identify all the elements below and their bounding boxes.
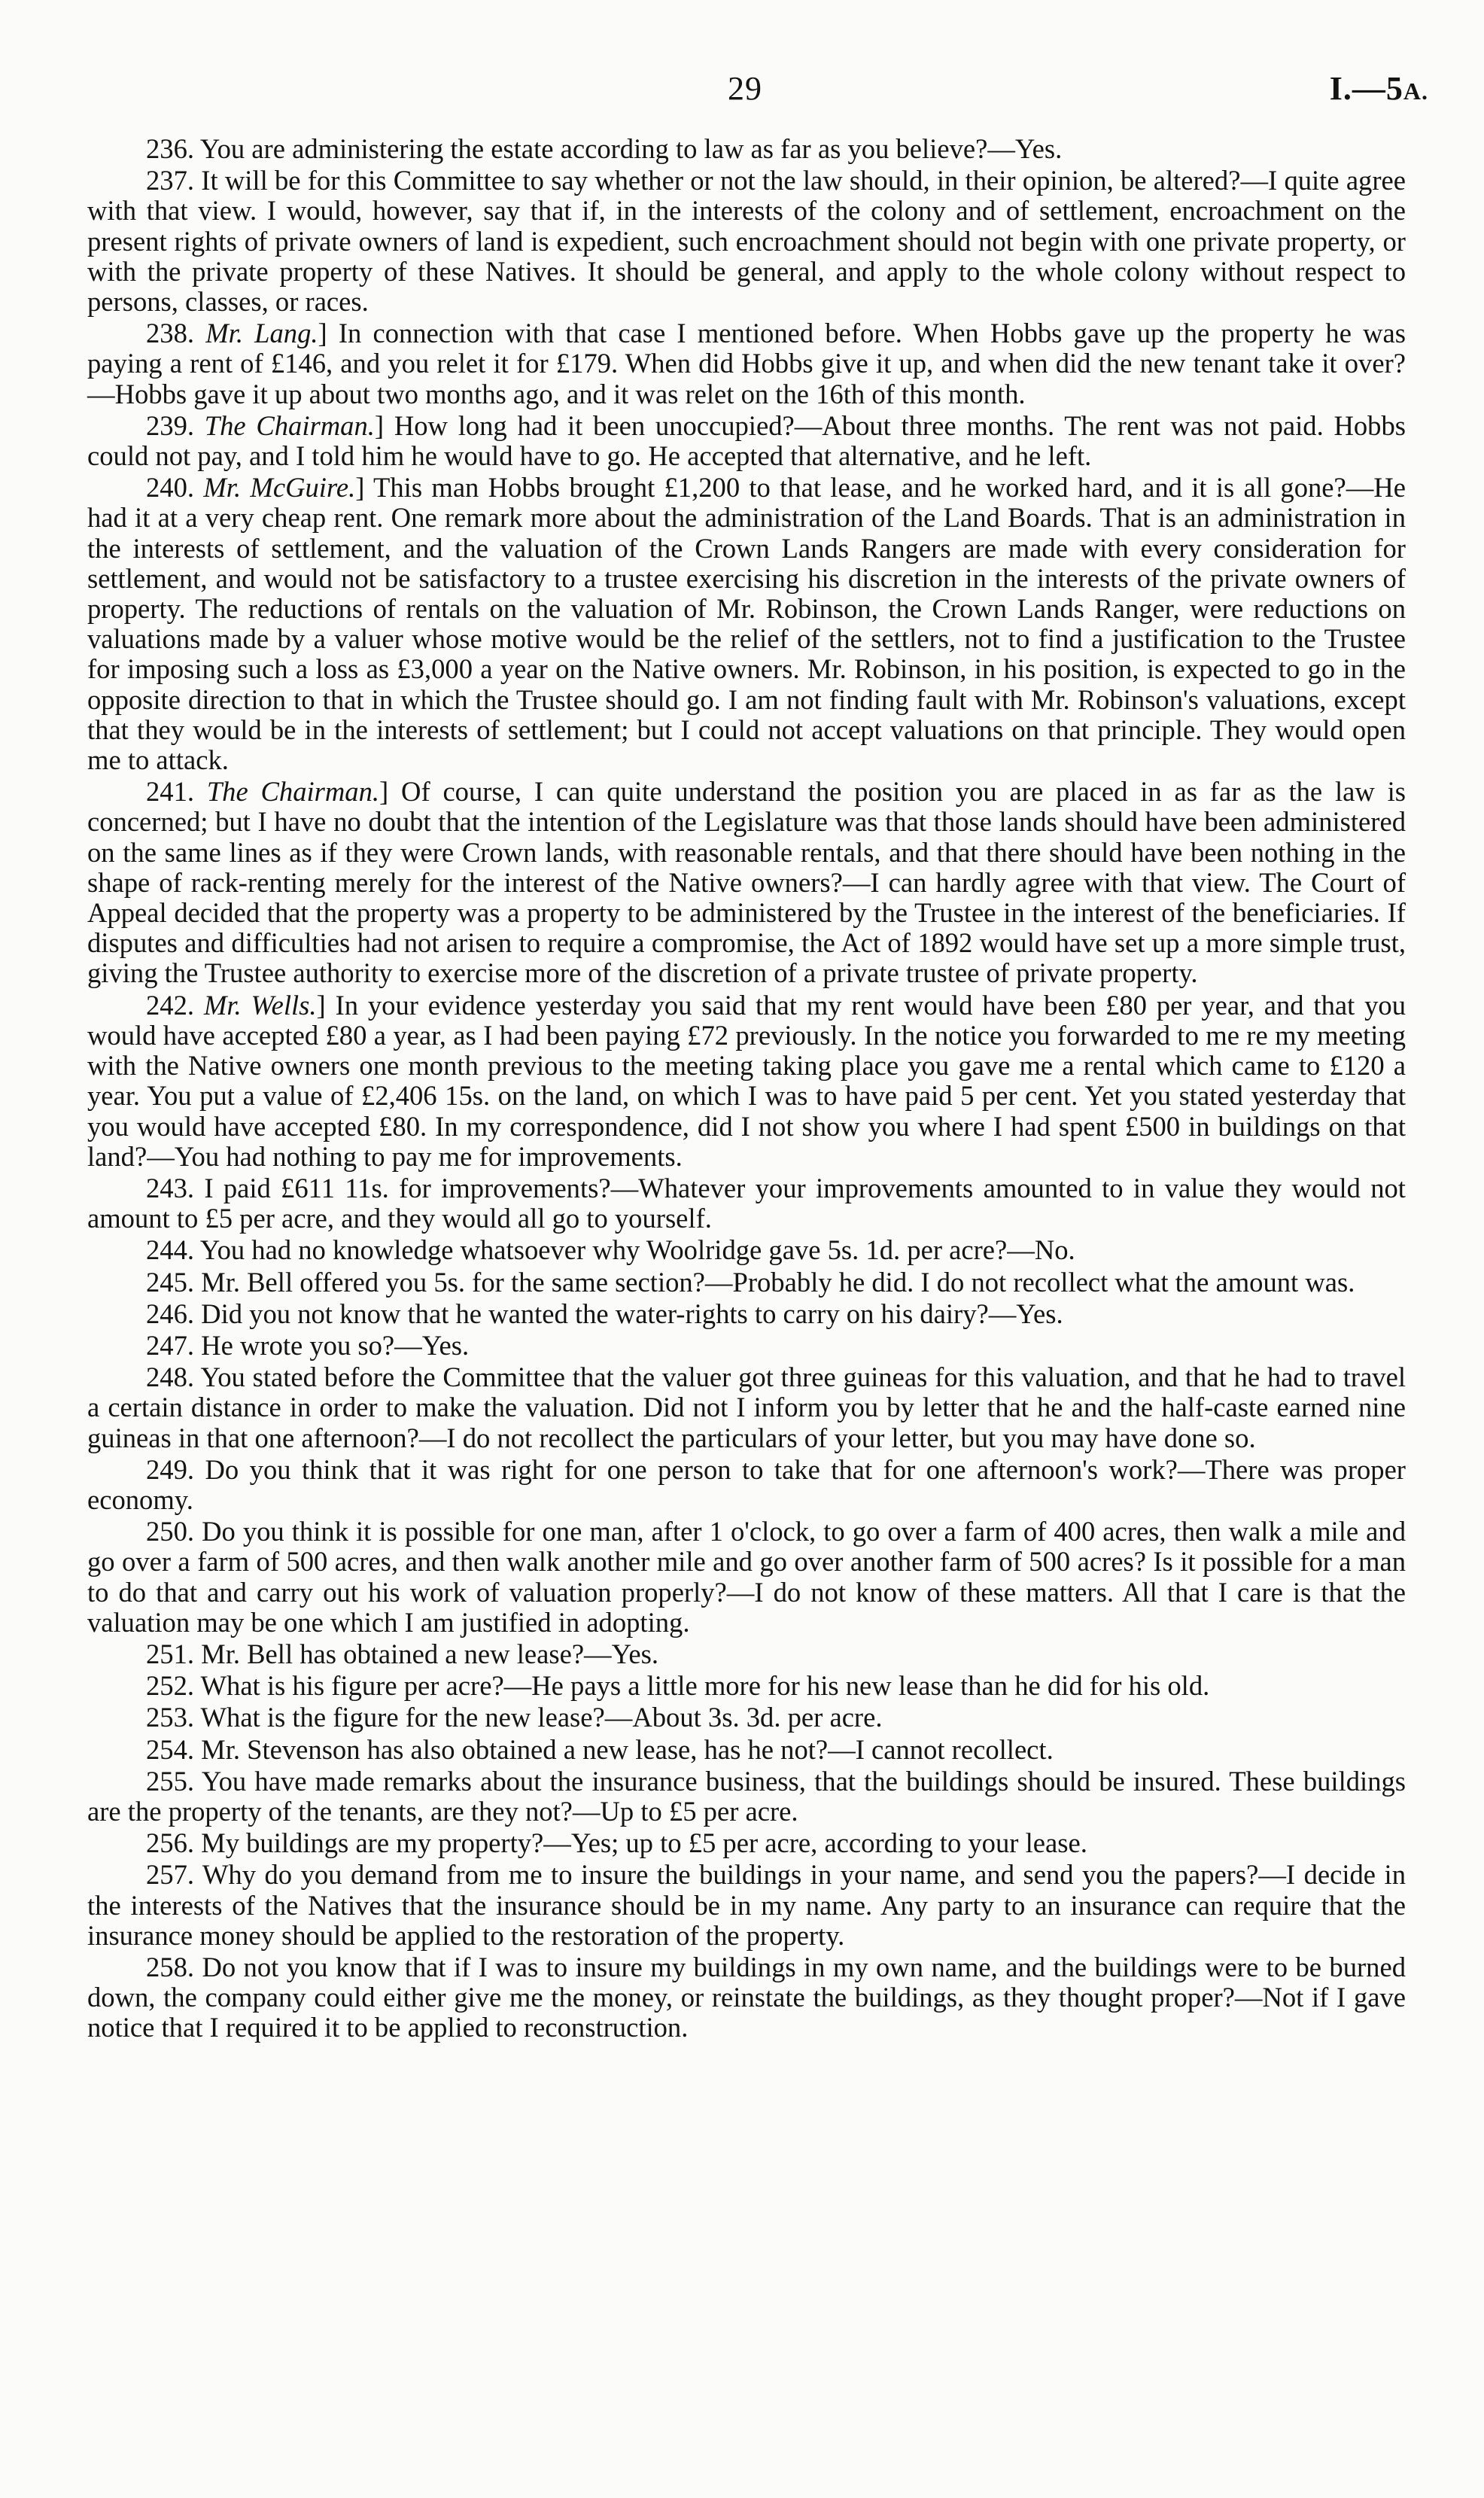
question-answer-text: Do not you know that if I was to insure my buildings in my own name, and the buildings were to be burned down, the company could either give me the money, or reinstate the buildings, as they thought proper?—Not if I gave notice that I required it to be applied to reconstruction. — [87, 1951, 1406, 2043]
testimony-paragraph — [87, 1766, 1406, 1827]
question-answer-text: Do you think it is possible for one man, after 1 o'clock, to go over a farm of 400 acres, then walk a mile and go over a farm of 500 acres, and then walk another mile and go over another farm of 500 acres? Is it possible for a man to do that and carry out his work of valuation properly?—I do not know of these matters. All that I care is that the valuation may be one which I am justified in adopting. — [87, 1516, 1406, 1638]
question-answer-text: This man Hobbs brought £1,200 to that lease, and he worked hard, and it is all gone?—He had it at a very cheap rent. One remark more about the administration of the Land Boards. That is an administration in the interests of settlement, and the valuation of the Crown Lands Rangers are made with every consideration for settlement, and would not be satisfactory to a trustee exercising his discretion in the interests of the private owners of property. The reductions of rentals on the valuation of Mr. Robinson, the Crown Lands Ranger, were reductions on valuations made by a valuer whose motive would be the relief of the settlers, not to find a justification to the Trustee for imposing such a loss as £3,000 a year on the Native owners. Mr. Robinson, in his position, is expected to go in the opposite direction to that in which the Trustee should go. I am not finding fault with Mr. Robinson's valuations, except that they would be in the interests of settlement; but I could not accept valuations on that principle. They would open me to attack. — [87, 472, 1406, 776]
doc-ref-main: I.—5 — [1329, 70, 1403, 107]
question-answer-text: He wrote you so?—Yes. — [201, 1329, 470, 1361]
testimony-paragraph — [87, 1671, 1406, 1701]
question-answer-text: Mr. Bell offered you 5s. for the same section?—Probably he did. I do not recollect what the amount was. — [201, 1266, 1355, 1298]
question-number: 243. — [146, 1172, 195, 1203]
question-number: 239. — [146, 409, 195, 441]
doc-ref-suffix: A. — [1403, 78, 1428, 105]
question-answer-text: Did you not know that he wanted the water-rights to carry on his dairy?—Yes. — [201, 1298, 1063, 1329]
speaker-name: The Chairman. — [204, 409, 375, 441]
question-answer-text: You are administering the estate according to law as far as you believe?—Yes. — [199, 133, 1063, 164]
testimony-paragraph — [87, 1860, 1406, 1951]
question-answer-text: Mr. Stevenson has also obtained a new lease, has he not?—I cannot recollect. — [201, 1733, 1054, 1765]
question-number: 244. — [146, 1234, 195, 1266]
testimony-paragraph — [87, 1267, 1406, 1298]
question-number: 251. — [146, 1638, 195, 1669]
testimony-paragraph: 238. Mr. Lang.] In connection with that case I mentioned before. When Hobbs gave up the property he was paying a rent of £146, and you relet it for £179. When did Hobbs give it up, and when did the new tenant take it over?—Hobbs gave it up about two months ago, and it was relet on the 16th of this month. — [87, 318, 1406, 409]
testimony-paragraph — [87, 134, 1406, 164]
question-number: 238. — [146, 318, 195, 349]
question-number: 247. — [146, 1329, 195, 1361]
question-number: 248. — [146, 1362, 195, 1393]
testimony-paragraph — [87, 1702, 1406, 1733]
testimony-paragraph — [87, 1235, 1406, 1265]
testimony-paragraph — [87, 1828, 1406, 1858]
testimony-paragraph — [87, 166, 1406, 317]
testimony-paragraph — [87, 1331, 1406, 1361]
document-reference — [1330, 69, 1428, 108]
testimony-paragraph — [87, 1517, 1406, 1638]
question-number: 236. — [146, 133, 195, 164]
question-number: 242. — [146, 989, 195, 1021]
question-answer-text: In connection with that case I mentioned before. When Hobbs gave up the property he was paying a rent of £146, and you relet it for £179. When did Hobbs give it up, and when did the new tenant take it over?—Hobbs gave it up about two months ago, and it was relet on the 16th of this month. — [87, 318, 1406, 409]
question-number: 249. — [146, 1453, 195, 1485]
question-number: 256. — [146, 1827, 195, 1859]
testimony-paragraph — [87, 1299, 1406, 1329]
testimony-paragraph: 241. The Chairman.] Of course, I can quite understand the position you are placed in as far as the law is concerned; but I have no doubt that the intention of the Legislature was that those lands should have been administered on the same lines as if they were Crown lands, with reasonable rentals, and that there should have been nothing in the shape of rack-renting merely for the interest of the Native owners?—I can hardly agree with that view. The Court of Appeal decided that the property was a property to be administered by the Trustee in the interest of the beneficiaries. If disputes and difficulties had not arisen to require a compromise, the Act of 1892 would have set up a more simple trust, giving the Trustee authority to exercise more of the discretion of a private trustee of private property. — [87, 776, 1406, 989]
speaker-name: Mr. McGuire. — [203, 472, 356, 504]
question-answer-text: You have made remarks about the insurance business, that the buildings should be insured. These buildings are the property of the tenants, are they not?—Up to £5 per acre. — [87, 1765, 1406, 1827]
speaker-name: Mr. Wells. — [203, 989, 317, 1021]
question-number: 241. — [146, 776, 195, 808]
question-answer-text: Mr. Bell has obtained a new lease?—Yes. — [201, 1638, 658, 1669]
question-number: 245. — [146, 1266, 195, 1298]
question-number: 254. — [146, 1733, 195, 1765]
question-answer-text: It will be for this Committee to say whether or not the law should, in their opinion, be altered?—I quite agree with that view. I would, however, say that if, in the interests of the colony and of settlement, encroachment on the present rights of private owners of land is expedient, such encroachment should not begin with one private property, or with the private property of these Natives. It should be general, and apply to the whole colony without respect to persons, classes, or races. — [87, 165, 1406, 318]
question-number: 258. — [146, 1951, 195, 1982]
question-answer-text: Why do you demand from me to insure the buildings in your name, and send you the papers?—I decide in the interests of the Natives that the insurance should be in my name. Any party to an insurance can require that the insurance money should be applied to the restoration of the property. — [87, 1859, 1406, 1951]
testimony-paragraph: 240. Mr. McGuire.] This man Hobbs brought £1,200 to that lease, and he worked hard, and it is all gone?—He had it at a very cheap rent. One remark more about the administration of the Land Boards. That is an administration in the interests of settlement, and the valuation of the Crown Lands Rangers are made with every consideration for settlement, and would not be satisfactory to a trustee exercising his discretion in the interests of the private owners of property. The reductions of rentals on the valuation of Mr. Robinson, the Crown Lands Ranger, were reductions on valuations made by a valuer whose motive would be the relief of the settlers, not to find a justification to the Trustee for imposing such a loss as £3,000 a year on the Native owners. Mr. Robinson, in his position, is expected to go in the opposite direction to that in which the Trustee should go. I am not finding fault with Mr. Robinson's valuations, except that they would be in the interests of settlement; but I could not accept valuations on that principle. They would open me to attack. — [87, 472, 1406, 776]
question-answer-text: How long had it been unoccupied?—About three months. The rent was not paid. Hobbs could not pay, and I told him he would have to go. He accepted that alternative, and he left. — [87, 409, 1406, 472]
question-answer-text: In your evidence yesterday you said that my rent would have been £80 per year, and that you would have accepted £80 a year, as I had been paying £72 previously. In the notice you forwarded to me re my meeting with the Native owners one month previous to the meeting taking place you gave me a rental which came to £120 a year. You put a value of £2,406 15s. on the land, on which I was to have paid 5 per cent. Yet you stated yesterday that you would have accepted £80. In my correspondence, did I not show you where I had spent £500 in buildings on that land?—You had nothing to pay me for improvements. — [87, 989, 1406, 1172]
question-answer-text: You stated before the Committee that the valuer got three guineas for this valuation, and that he had to travel a certain distance in order to make the valuation. Did not I inform you by letter that he and the half-caste earned nine guineas in that one afternoon?—I do not recollect the particulars of your letter, but you may have done so. — [87, 1362, 1406, 1453]
question-answer-text: What is his figure per acre?—He pays a little more for his new lease than he did for his old. — [200, 1670, 1210, 1702]
testimony-paragraph — [87, 1455, 1406, 1515]
question-number: 253. — [146, 1702, 195, 1733]
question-answer-text: My buildings are my property?—Yes; up to £5 per acre, according to your lease. — [201, 1827, 1087, 1859]
testimony-paragraph — [87, 1735, 1406, 1765]
testimony-paragraph — [87, 1639, 1406, 1669]
question-answer-text: You had no knowledge whatsoever why Woolridge gave 5s. 1d. per acre?—No. — [199, 1234, 1075, 1266]
question-number: 240. — [146, 472, 195, 504]
question-answer-text: What is the figure for the new lease?—About 3s. 3d. per acre. — [200, 1702, 883, 1733]
question-number: 250. — [146, 1516, 195, 1547]
testimony-paragraph — [87, 1173, 1406, 1234]
question-number: 246. — [146, 1298, 195, 1329]
page-number: 29 — [728, 70, 762, 107]
testimony-paragraph — [87, 1362, 1406, 1453]
question-answer-text: Of course, I can quite understand the position you are placed in as far as the law is concerned; but I have no doubt that the intention of the Legislature was that those lands should have been administered on the same lines as if they were Crown lands, with reasonable rentals, and that there should have been nothing in the shape of rack-renting merely for the interest of the Native owners?—I can hardly agree with that view. The Court of Appeal decided that the property was a property to be administered by the Trustee in the interest of the beneficiaries. If disputes and difficulties had not arisen to require a compromise, the Act of 1892 would have set up a more simple trust, giving the Trustee authority to exercise more of the discretion of a private trustee of private property. — [87, 776, 1406, 989]
testimony-paragraph: 239. The Chairman.] How long had it been unoccupied?—About three months. The rent was not paid. Hobbs could not pay, and I told him he would have to go. He accepted that alternative, and he left. — [87, 409, 1406, 472]
question-answer-text: Do you think that it was right for one person to take that for one afternoon's work?—There was proper economy. — [87, 1453, 1406, 1515]
testimony-text — [87, 134, 1406, 2045]
question-number: 257. — [146, 1859, 195, 1891]
testimony-paragraph — [87, 1952, 1406, 2043]
question-number: 255. — [146, 1765, 195, 1797]
question-number: 252. — [146, 1670, 195, 1702]
testimony-paragraph: 242. Mr. Wells.] In your evidence yesterday you said that my rent would have been £80 per year, and that you would have accepted £80 a year, as I had been paying £72 previously. In the notice you forwarded to me re my meeting with the Native owners one month previous to the meeting taking place you gave me a rental which came to £120 a year. You put a value of £2,406 15s. on the land, on which I was to have paid 5 per cent. Yet you stated yesterday that you would have accepted £80. In my correspondence, did I not show you where I had spent £500 in buildings on that land?—You had nothing to pay me for improvements. — [87, 989, 1406, 1172]
question-number: 237. — [146, 165, 195, 196]
speaker-name: Mr. Lang. — [205, 318, 318, 349]
question-answer-text: I paid £611 11s. for improvements?—Whatever your improvements amounted to in value they would not amount to £5 per acre, and they would all go to yourself. — [87, 1172, 1406, 1234]
speaker-name: The Chairman. — [206, 776, 380, 808]
